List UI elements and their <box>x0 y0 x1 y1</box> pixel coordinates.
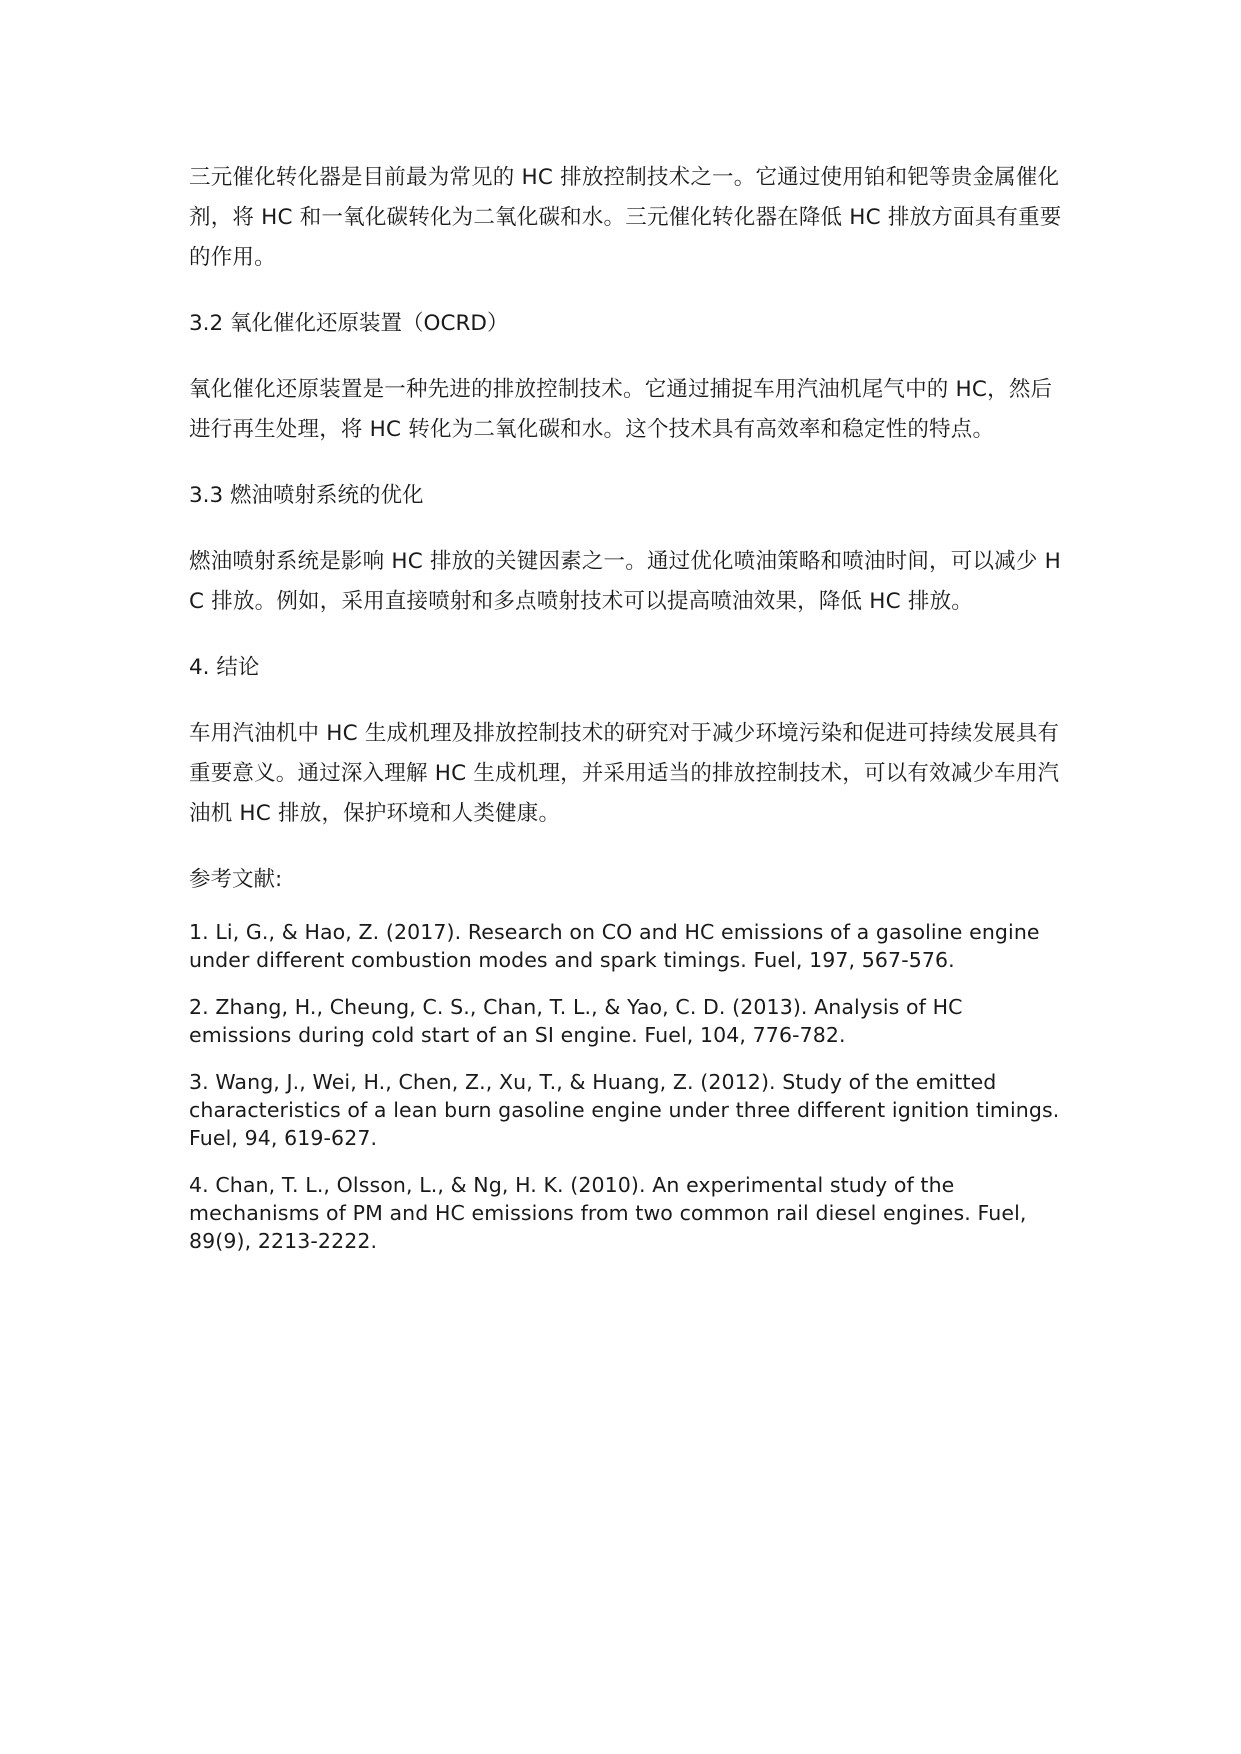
paragraph-three-way-catalyst: 三元催化转化器是目前最为常见的 HC 排放控制技术之一。它通过使用铂和钯等贵金属催化剂，将 HC 和一氧化碳转化为二氧化碳和水。三元催化转化器在降低 HC 排放方面具有重要的作用。 <box>189 165 1062 270</box>
document-body <box>189 158 1069 1274</box>
reference-item: 3. Wang, J., Wei, H., Chen, Z., Xu, T., & Huang, Z. (2012). Study of the emitted characteristics of a lean burn gasoline engine under three different ignition timings. Fuel, 94, 619-627. <box>189 1070 1060 1150</box>
section-heading-4: 4. 结论 <box>189 655 260 680</box>
paragraph-ocrd: 氧化催化还原装置是一种先进的排放控制技术。它通过捕捉车用汽油机尾气中的 HC，然后进行再生处理，将 HC 转化为二氧化碳和水。这个技术具有高效率和稳定性的特点。 <box>189 377 1053 442</box>
paragraph-conclusion: 车用汽油机中 HC 生成机理及排放控制技术的研究对于减少环境污染和促进可持续发展具有重要意义。通过深入理解 HC 生成机理，并采用适当的排放控制技术，可以有效减少车用汽油机 HC 排放，保护环境和人类健康。 <box>189 721 1060 826</box>
section-heading-3-2: 3.2 氧化催化还原装置（OCRD） <box>189 311 509 336</box>
paragraph-fuel-injection: 燃油喷射系统是影响 HC 排放的关键因素之一。通过优化喷油策略和喷油时间，可以减少 HC 排放。例如，采用直接喷射和多点喷射技术可以提高喷油效果，降低 HC 排放。 <box>189 549 1061 614</box>
reference-item: 4. Chan, T. L., Olsson, L., & Ng, H. K. (2010). An experimental study of the mechanisms of PM and HC emissions from two common rail diesel engines. Fuel, 89(9), 2213-2222. <box>189 1173 1027 1253</box>
references-title: 参考文献: <box>189 867 283 892</box>
reference-item: 2. Zhang, H., Cheung, C. S., Chan, T. L., & Yao, C. D. (2013). Analysis of HC emissions during cold start of an SI engine. Fuel, 104, 776-782. <box>189 995 963 1047</box>
section-heading-3-3: 3.3 燃油喷射系统的优化 <box>189 483 424 508</box>
reference-item: 1. Li, G., & Hao, Z. (2017). Research on CO and HC emissions of a gasoline engine under different combustion modes and spark timings. Fuel, 197, 567-576. <box>189 920 1040 972</box>
